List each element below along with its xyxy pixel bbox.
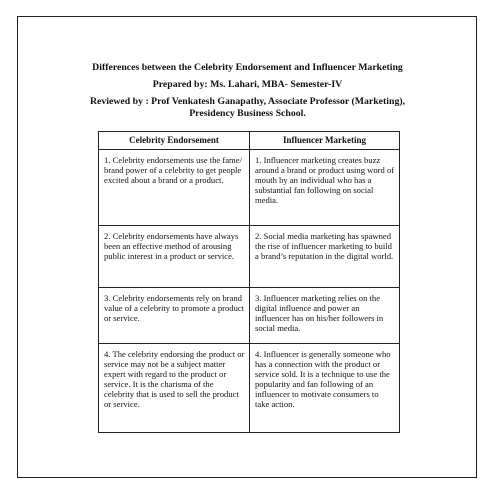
cell-influencer: 1. Influencer marketing creates buzz around a brand or product using word of mouth by an individual who has a substantial fan following on social media. (250, 150, 400, 226)
cell-celebrity: 2. Celebrity endorsements have always been an effective method of arousing public interest in a product or service. (99, 226, 250, 288)
table-row (99, 344, 400, 433)
cell-influencer: 3. Influencer marketing relies on the digital influence and power an influencer has on his/her followers in social media. (250, 288, 400, 344)
document-title: Differences between the Celebrity Endorsement and Influencer Marketing (92, 62, 403, 73)
reviewed-by: Reviewed by : Prof Venkatesh Ganapathy, Associate Professor (Marketing), (89, 96, 406, 107)
column-header-influencer: Influencer Marketing (250, 132, 400, 150)
prepared-by: Prepared by: Ms. Lahari, MBA- Semester-IV (152, 79, 343, 90)
cell-celebrity: 3. Celebrity endorsements rely on brand value of a celebrity to promote a product or service. (99, 288, 250, 344)
cell-celebrity: 4. The celebrity endorsing the product or service may not be a subject matter expert with regard to the product or service. It is the charisma of the celebrity that is used to sell the product or service. (99, 344, 250, 433)
cell-celebrity: 1. Celebrity endorsements use the fame/ brand power of a celebrity to get people excited about a brand or a product. (99, 150, 250, 226)
comparison-table (98, 131, 400, 433)
cell-influencer: 4. Influencer is generally someone who has a connection with the product or service sold. It is a technique to use the popularity and fan following of an influencer to motivate consumers to take action. (250, 344, 400, 433)
table-row (99, 150, 400, 226)
table-row (99, 288, 400, 344)
reviewed-by-institution: Presidency Business School. (189, 108, 306, 119)
table-header-row (99, 132, 400, 150)
table-row (99, 226, 400, 288)
cell-influencer: 2. Social media marketing has spawned the rise of influencer marketing to build a brand’s reputation in the digital world. (250, 226, 400, 288)
column-header-celebrity: Celebrity Endorsement (99, 132, 250, 150)
